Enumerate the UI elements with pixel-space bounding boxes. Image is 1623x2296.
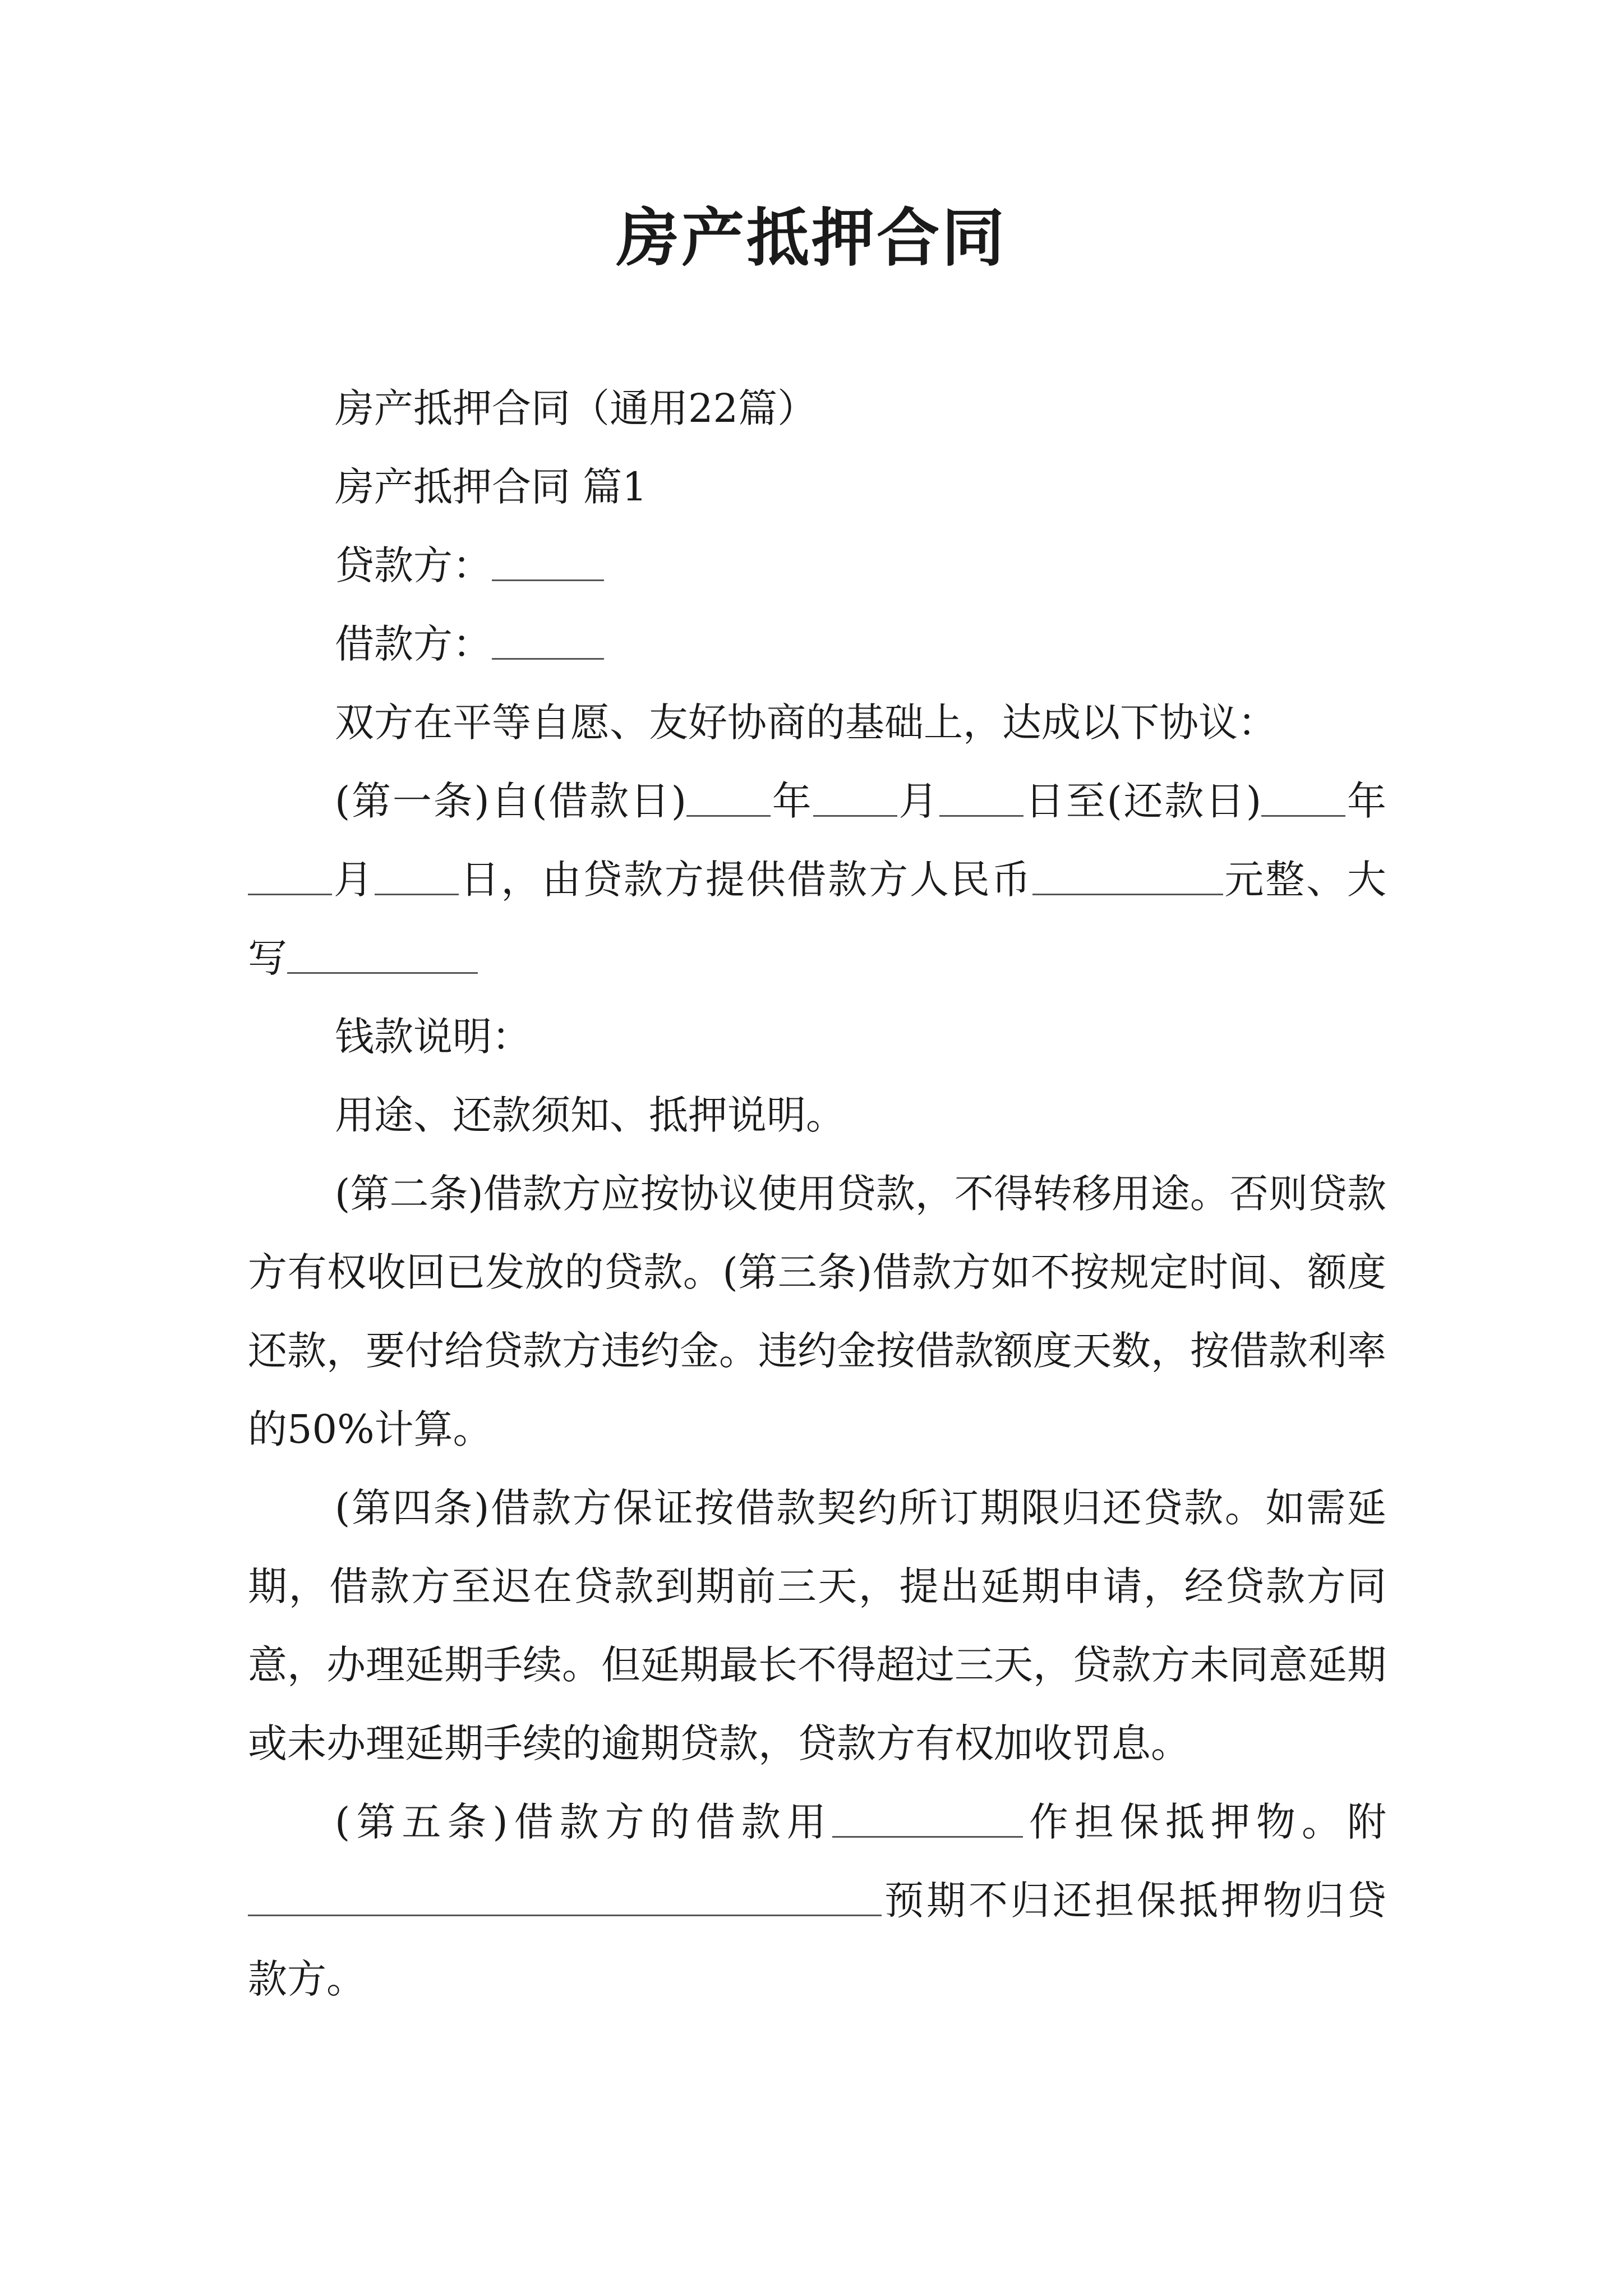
- usage-note-text: 用途、还款须知、抵押说明。: [335, 1092, 845, 1138]
- paragraph-payment-note: [248, 997, 1386, 1076]
- paragraph-subtitle: [248, 369, 1386, 448]
- payment-note-text: 钱款说明：: [335, 1014, 531, 1060]
- article-5-text-b: 作担保抵押物。附: [1022, 1799, 1386, 1845]
- repay-day-blank: [375, 858, 459, 895]
- lender-blank: [492, 544, 604, 581]
- article-5-text-a: (第五条)借款方的借款用: [335, 1799, 832, 1845]
- paragraph-article-5: [248, 1783, 1386, 2018]
- article-1-text-d: 日至(还款日): [1023, 778, 1262, 824]
- article-4-text: (第四条)借款方保证按借款契约所订期限归还贷款。如需延期，借款方至迟在贷款到期前三天，提出延期申请，经贷款方同意，办理延期手续。但延期最长不得超过三天，贷款方未同意延期或未办理延期手续的逾期贷款，贷款方有权加收罚息。: [248, 1485, 1386, 1766]
- document-title: 房产抵押合同: [616, 201, 1007, 275]
- borrower-label: 借款方：: [335, 621, 492, 667]
- section-heading-text: 房产抵押合同 篇1: [335, 464, 647, 510]
- loan-day-blank: [939, 780, 1023, 817]
- article-1-text-g: 日，由贷款方提供借款方人民币: [458, 857, 1032, 903]
- lender-label: 贷款方：: [335, 542, 492, 588]
- paragraph-lender: [248, 526, 1386, 605]
- agreement-intro-text: 双方在平等自愿、友好协商的基础上，达成以下协议：: [335, 700, 1277, 746]
- article-2-3-text: (第二条)借款方应按协议使用贷款，不得转移用途。否则贷款方有权收回已发放的贷款。(第三条)借款方如不按规定时间、额度还款，要付给贷款方违约金。违约金按借款额度天数，按借款利率的50%计算。: [248, 1171, 1386, 1452]
- collateral-blank: [832, 1801, 1023, 1838]
- article-1-text-h: 元整、大写: [248, 857, 1387, 981]
- article-1-text-b: 年: [771, 778, 813, 824]
- article-5-text-c: 预期不归还担保抵押物归贷款方。: [248, 1878, 1386, 2002]
- loan-year-blank: [686, 780, 771, 817]
- repay-year-blank: [1261, 780, 1345, 817]
- article-1-text-c: 月: [897, 778, 940, 824]
- repay-month-blank: [248, 858, 332, 895]
- paragraph-article-2-3: [248, 1154, 1386, 1469]
- paragraph-agreement-intro: [248, 683, 1386, 762]
- article-1-text-f: 月: [332, 857, 375, 903]
- article-1-text-a: (第一条)自(借款日): [335, 778, 687, 824]
- subtitle-text: 房产抵押合同（通用22篇）: [335, 385, 817, 431]
- attachment-blank: [248, 1879, 882, 1916]
- article-1-text-e: 年: [1345, 778, 1387, 824]
- paragraph-borrower: [248, 605, 1386, 683]
- amount-blank: [1032, 858, 1223, 895]
- document-body: [248, 369, 1386, 2018]
- borrower-blank: [492, 623, 604, 660]
- paragraph-article-1: [248, 762, 1386, 997]
- loan-month-blank: [813, 780, 897, 817]
- paragraph-usage-note: [248, 1076, 1386, 1154]
- paragraph-article-4: [248, 1469, 1386, 1783]
- amount-uppercase-blank: [287, 937, 478, 974]
- paragraph-section-heading: [248, 448, 1386, 526]
